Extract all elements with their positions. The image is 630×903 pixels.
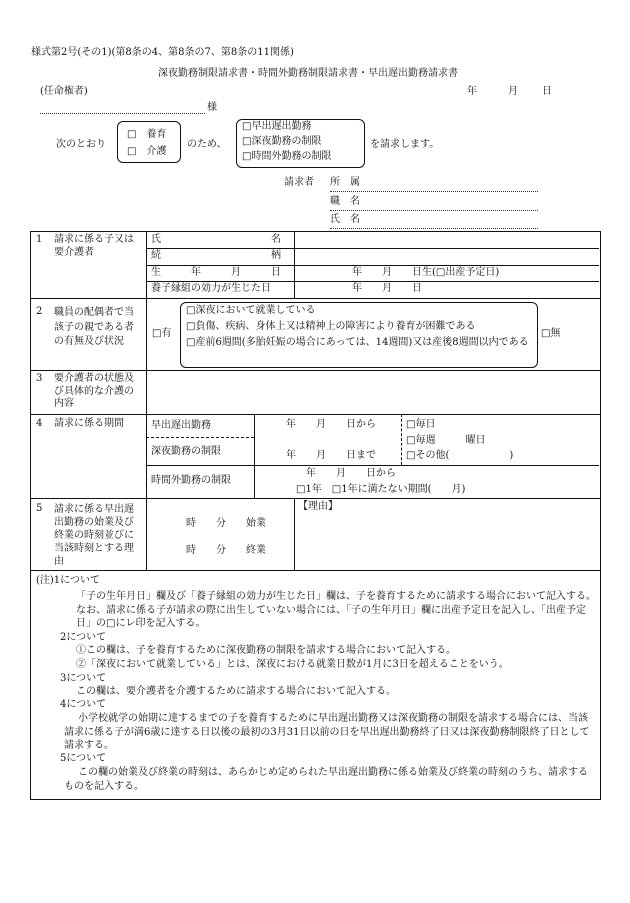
appointer-label: (任命権者) <box>40 86 88 97</box>
intro-tail: を請求します。 <box>370 139 440 150</box>
note-2b: ②「深夜において就業している」とは、深夜における就業日数が1月に3日を超えることをいう。 <box>76 659 509 670</box>
s5-label: 請求に係る早出遅出勤務の始業及び終業の時刻並びに当該時刻とする理由 <box>54 504 134 567</box>
s1-adoption-label: 養子縁組の効力が生じた日 <box>151 283 271 294</box>
spouse-maternity[interactable]: □産前6週間(多胎妊娠の場合にあっては、14週間)又は産後8週間以内である <box>186 337 529 348</box>
s5-end-time[interactable]: 時 分 終業 <box>186 545 266 556</box>
s1-number: 1 <box>36 234 43 245</box>
note-5-head: 5について <box>60 753 107 764</box>
request-early-late[interactable]: □早出遅出勤務 <box>242 121 312 132</box>
note-3-head: 3について <box>60 673 107 684</box>
affiliation-field[interactable] <box>330 191 538 192</box>
note-3: この欄は、要介護者を介護するために請求する場合において記入する。 <box>76 686 396 697</box>
s2-label: 職員の配偶者で当該子の親である者の有無及び状況 <box>54 307 134 347</box>
position-label: 職 名 <box>330 196 360 207</box>
purpose-nursing[interactable]: □ 介護 <box>127 146 167 157</box>
s4-weekly[interactable]: □毎週 曜日 <box>406 435 486 446</box>
s1-relation-label: 続 柄 <box>151 250 281 261</box>
form-number: 様式第2号(その1)(第8条の4、第8条の7、第8条の11関係) <box>31 47 294 58</box>
s1-label: 請求に係る子又は要介護者 <box>54 234 134 258</box>
sama-label: 様 <box>207 102 217 113</box>
form-title: 深夜勤務制限請求書・時間外勤務制限請求書・早出遅出勤務請求書 <box>158 68 458 79</box>
s2-number: 2 <box>36 306 43 317</box>
s5-number: 5 <box>36 503 43 514</box>
request-night-limit[interactable]: □深夜勤務の制限 <box>242 136 322 147</box>
s4-ot-from[interactable]: 年 月 日から <box>306 468 396 479</box>
note-4: 小学校就学の始期に達するまでの子を養育するために早出遅出勤務又は深夜勤務の制限を請求する場合には、当該請求に係る子が満6歳に達する日以後の最初の3月31日以前の日を早出遅出勤務終了日又は深夜勤務制限終了日として請求する。 <box>64 713 590 751</box>
s3-label: 要介護者の状態及び具体的な介護の内容 <box>54 373 134 409</box>
affiliation-label: 所 属 <box>330 177 360 188</box>
note-5: この欄の始業及び終業の時刻は、あらかじめ定められた早出遅出勤務に係る始業及び終業の時刻のうち、請求するものを記入する。 <box>64 767 588 792</box>
s4-period-from[interactable]: 年 月 日から <box>286 419 376 430</box>
date-month: 月 <box>508 86 518 97</box>
spouse-night-work[interactable]: □深夜において就業している <box>186 305 316 316</box>
s4-daily[interactable]: □毎日 <box>406 419 436 430</box>
s4-early-late: 早出遅出勤務 <box>151 420 211 431</box>
s5-start-time[interactable]: 時 分 始業 <box>186 518 266 529</box>
s1-birth-value[interactable]: 年 月 日生(□出産予定日) <box>352 267 500 278</box>
note-2a: ①この欄は、子を養育するために深夜勤務の制限を請求する場合において記入する。 <box>76 645 456 656</box>
name-field[interactable] <box>330 228 538 229</box>
note-2-head: 2について <box>60 632 107 643</box>
s4-night-limit: 深夜勤務の制限 <box>151 446 221 457</box>
note-4-head: 4について <box>60 699 107 710</box>
intro-lead: 次のとおり <box>56 139 106 150</box>
appointer-field[interactable] <box>40 113 205 114</box>
spouse-yes[interactable]: □有 <box>152 328 172 339</box>
s1-birth-label: 生 年 月 日 <box>151 267 281 278</box>
note-1: 「子の生年月日」欄及び「養子縁組の効力が生じた日」欄は、子を養育するために請求する場合において記入する。なお、請求に係る子が請求の際に出生していない場合には、「子の生年月日」欄に出産予定日を記入し、「出産予定日」の□にレ印を記入する。 <box>76 591 596 629</box>
s4-number: 4 <box>36 418 43 429</box>
s1-name-label: 氏 名 <box>151 234 281 245</box>
date-year: 年 <box>467 86 477 97</box>
request-overtime-limit[interactable]: □時間外勤務の制限 <box>242 151 332 162</box>
name-label: 氏 名 <box>330 214 360 225</box>
s3-number: 3 <box>36 373 43 384</box>
s4-other[interactable]: □その他( ) <box>406 450 514 461</box>
spouse-no[interactable]: □無 <box>541 328 561 339</box>
requester-label: 請求者 <box>284 177 314 188</box>
position-field[interactable] <box>330 210 538 211</box>
s4-ot-term[interactable]: □1年 □1年に満たない期間( 月) <box>296 484 466 495</box>
s1-adoption-value[interactable]: 年 月 日 <box>352 283 422 294</box>
date-day: 日 <box>542 86 552 97</box>
s4-overtime-limit: 時間外勤務の制限 <box>151 475 231 486</box>
s5-reason-label: 【理由】 <box>298 501 338 512</box>
s4-period-until[interactable]: 年 月 日まで <box>286 450 376 461</box>
purpose-childcare[interactable]: □ 養育 <box>127 129 167 140</box>
spouse-disability[interactable]: □負傷、疾病、身体上又は精神上の障害により養育が困難である <box>186 321 476 332</box>
s4-label: 請求に係る期間 <box>54 418 124 429</box>
notes-head: (注)1について <box>36 575 100 586</box>
intro-tame: のため、 <box>187 139 227 150</box>
